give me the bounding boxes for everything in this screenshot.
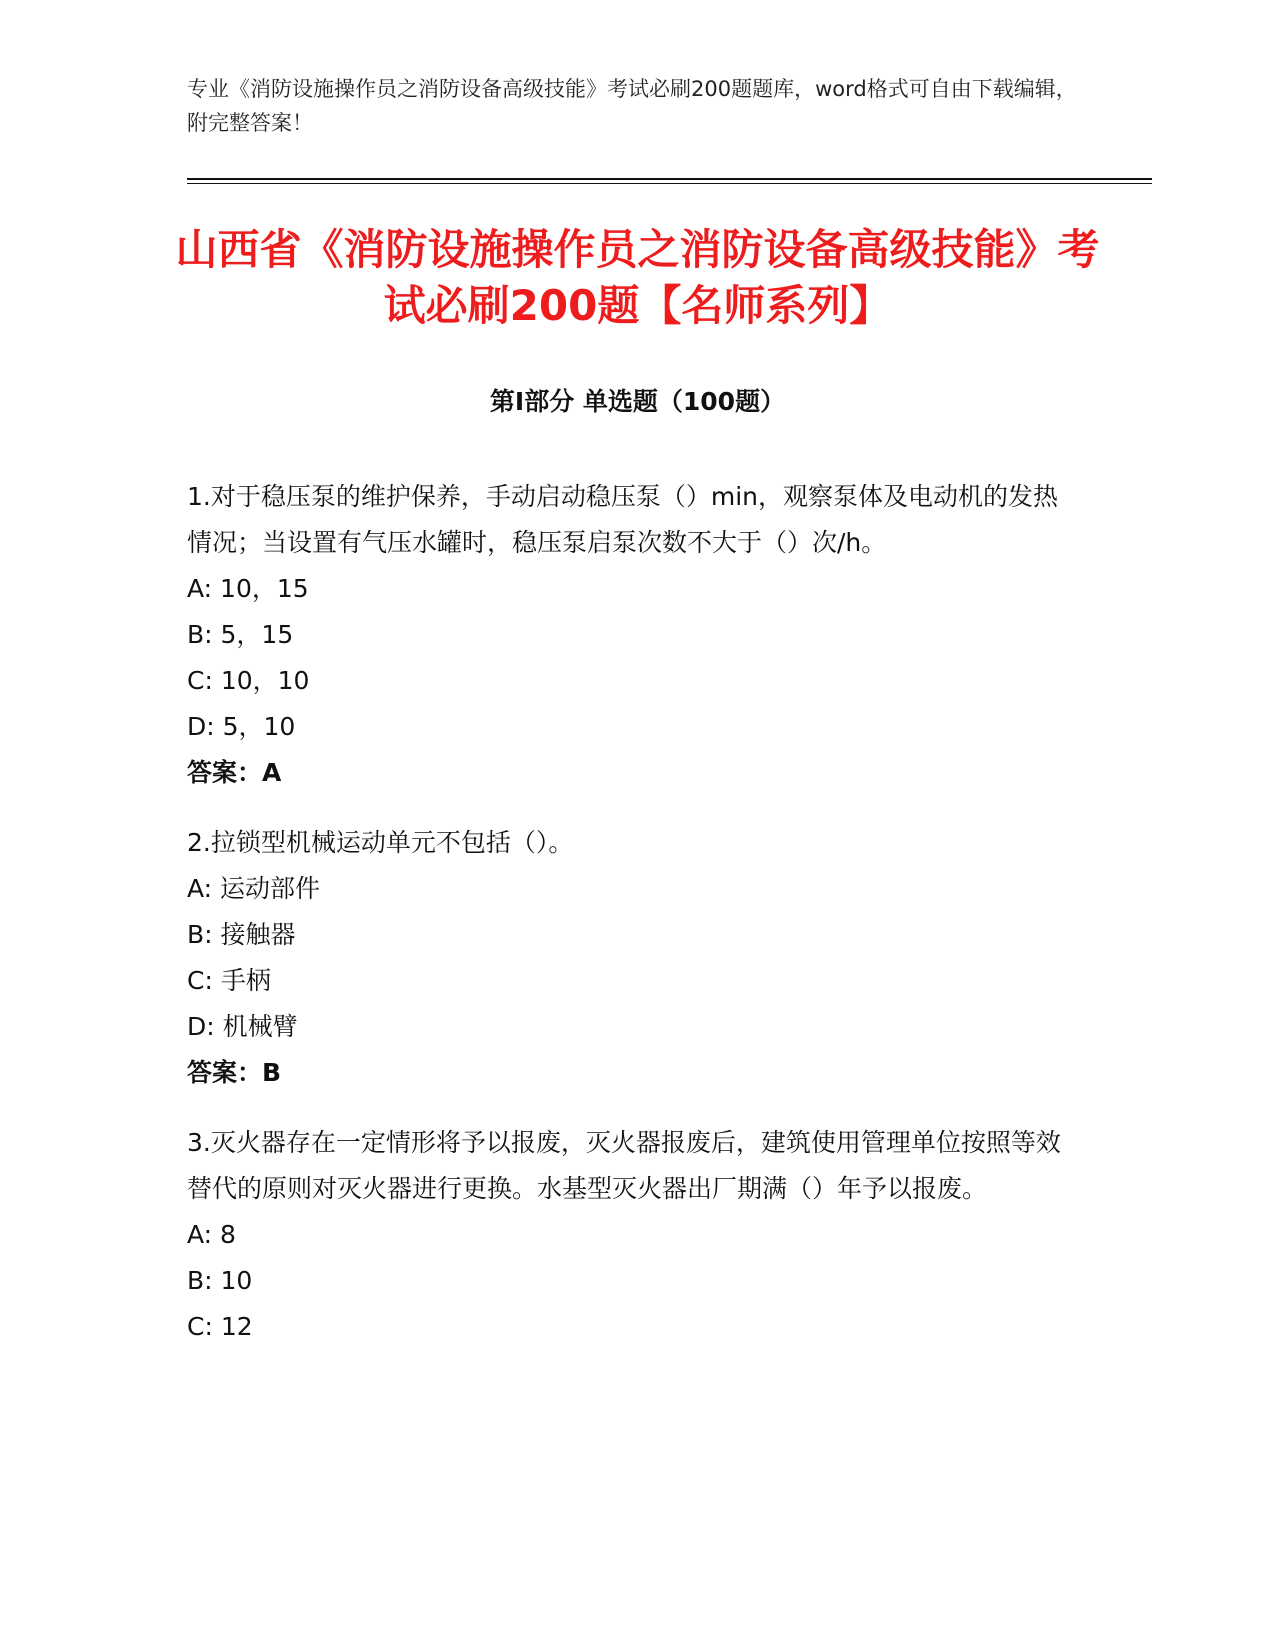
question-option: D: 5，10 [187, 712, 296, 741]
document-title: 山西省《消防设施操作员之消防设备高级技能》考试必刷200题【名师系列】 [175, 225, 1100, 330]
question-option: B: 接触器 [187, 920, 296, 949]
question-option: A: 10，15 [187, 574, 309, 603]
question-option: B: 10 [187, 1266, 253, 1295]
question-option: C: 10，10 [187, 666, 310, 695]
question-option: D: 机械臂 [187, 1012, 298, 1041]
question-option: A: 8 [187, 1220, 236, 1249]
question-option: C: 手柄 [187, 966, 271, 995]
question-answer: 答案：B [187, 1058, 282, 1087]
question-option: A: 运动部件 [187, 874, 321, 903]
question-item [187, 820, 1067, 1096]
section-heading: 第I部分 单选题（100题） [489, 387, 786, 416]
question-list [187, 474, 1067, 1374]
header-note: 专业《消防设施操作员之消防设备高级技能》考试必刷200题题库，word格式可自由下载编辑，附完整答案！ [187, 77, 1077, 135]
question-text: 1.对于稳压泵的维护保养，手动启动稳压泵（）min，观察泵体及电动机的发热情况；当设置有气压水罐时，稳压泵启泵次数不大于（）次/h。 [187, 482, 1058, 557]
question-text: 2.拉锁型机械运动单元不包括（）。 [187, 828, 574, 857]
question-option: C: 12 [187, 1312, 253, 1341]
question-answer: 答案：A [187, 758, 282, 787]
question-item [187, 1120, 1067, 1350]
header-rule-thick [187, 178, 1152, 180]
question-item [187, 474, 1067, 796]
question-option: B: 5，15 [187, 620, 294, 649]
question-text: 3.灭火器存在一定情形将予以报废，灭火器报废后，建筑使用管理单位按照等效替代的原则对灭火器进行更换。水基型灭火器出厂期满（）年予以报废。 [187, 1128, 1061, 1203]
header-rule-thin [187, 183, 1152, 184]
